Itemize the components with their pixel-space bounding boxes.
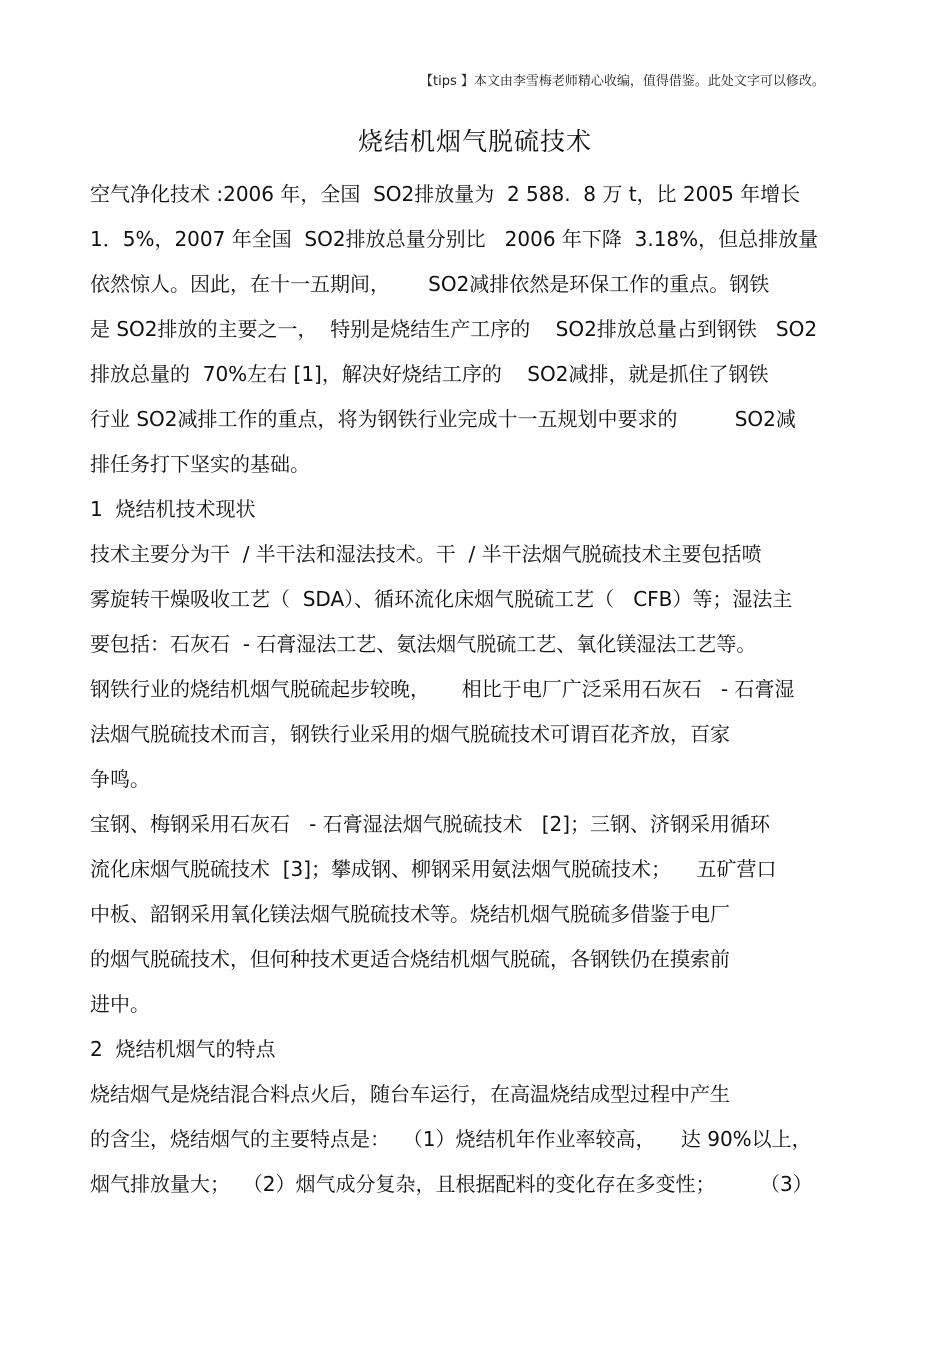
- page-title: 烧结机烟气脱硫技术: [357, 127, 592, 156]
- text-line: 是 SO2排放的主要之一， 特别是烧结生产工序的 SO2排放总量占到钢铁 SO2: [90, 317, 818, 341]
- text-line: 争鸣。: [90, 767, 150, 791]
- text-line: 排放总量的 70%左右 [1]，解决好烧结工序的 SO2减排，就是抓住了钢铁: [90, 362, 769, 386]
- text-line: 空气净化技术 :2006 年，全国 SO2排放量为 2 588. 8 万 t，比 2005 年增长: [90, 182, 801, 206]
- text-line: 烧结烟气是烧结混合料点火后，随台车运行，在高温烧结成型过程中产生: [90, 1082, 730, 1106]
- text-line: 流化床烟气脱硫技术 [3]；攀成钢、柳钢采用氨法烟气脱硫技术； 五矿营口: [90, 857, 777, 881]
- tips-note: 【tips 】本文由李雪梅老师精心收编，值得借鉴。此处文字可以修改。: [420, 74, 825, 89]
- text-line: 雾旋转干燥吸收工艺（ SDA）、循环流化床烟气脱硫工艺（ CFB）等；湿法主: [90, 587, 793, 611]
- text-line: 1．5%，2007 年全国 SO2排放总量分别比 2006 年下降 3.18%，但总排放量: [90, 227, 819, 251]
- document-body: [90, 172, 890, 1207]
- text-line: 进中。: [90, 992, 150, 1016]
- text-line: 钢铁行业的烧结机烟气脱硫起步较晚， 相比于电厂广泛采用石灰石 - 石膏湿: [90, 677, 795, 701]
- section-heading: 2 烧结机烟气的特点: [90, 1037, 276, 1061]
- text-line: 技术主要分为干 / 半干法和湿法技术。干 / 半干法烟气脱硫技术主要包括喷: [90, 542, 762, 566]
- text-line: 依然惊人。因此，在十一五期间， SO2减排依然是环保工作的重点。钢铁: [90, 272, 770, 296]
- text-line: 排任务打下坚实的基础。: [90, 452, 310, 476]
- text-line: 法烟气脱硫技术而言，钢铁行业采用的烟气脱硫技术可谓百花齐放，百家: [90, 722, 730, 746]
- text-line: 宝钢、梅钢采用石灰石 - 石膏湿法烟气脱硫技术 [2]；三钢、济钢采用循环: [90, 812, 771, 836]
- section-heading: 1 烧结机技术现状: [90, 497, 256, 521]
- text-line: 要包括：石灰石 - 石膏湿法工艺、氨法烟气脱硫工艺、氧化镁湿法工艺等。: [90, 632, 757, 656]
- text-line: 的烟气脱硫技术，但何种技术更适合烧结机烟气脱硫，各钢铁仍在摸索前: [90, 947, 730, 971]
- text-line: 烟气排放量大； （2）烟气成分复杂，且根据配料的变化存在多变性； （3）: [90, 1172, 813, 1196]
- text-line: 中板、韶钢采用氧化镁法烟气脱硫技术等。烧结机烟气脱硫多借鉴于电厂: [90, 902, 730, 926]
- text-line: 行业 SO2减排工作的重点，将为钢铁行业完成十一五规划中要求的 SO2减: [90, 407, 796, 431]
- text-line: 的含尘，烧结烟气的主要特点是： （1）烧结机年作业率较高， 达 90%以上，: [90, 1127, 812, 1151]
